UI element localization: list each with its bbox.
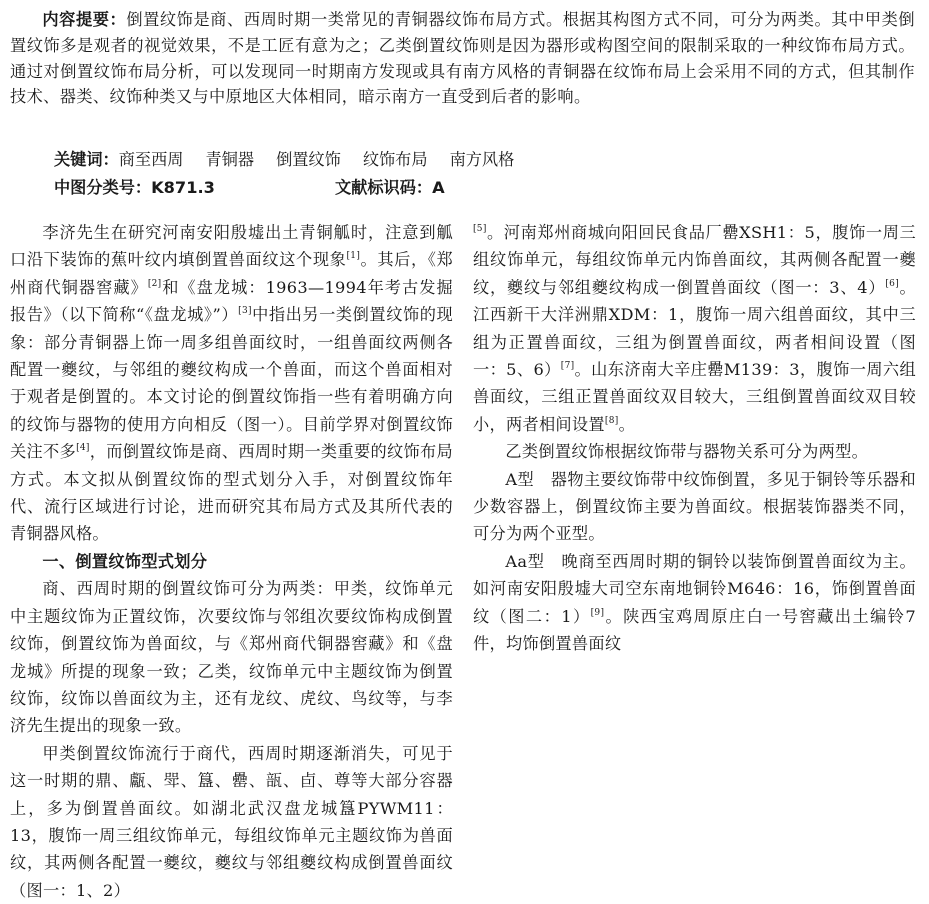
paragraph-4: 乙类倒置纹饰根据纹饰带与器物关系可分为两型。 (505, 442, 869, 462)
doc-value: A (432, 178, 445, 197)
type-aa-label: Aa型 (505, 551, 545, 571)
abstract-label: 内容提要： (42, 10, 127, 29)
doc-label: 文献标识码： (335, 178, 433, 197)
abstract (10, 7, 915, 110)
keyword-4: 纹饰布局 (362, 150, 428, 169)
p3-text-b: 。河南郑州商城向阳回民食品厂罍XSH1：5，腹饰一周三组纹饰单元，每组纹饰单元内饰兽面纹，其两侧各配置一夔纹，夔纹与邻组夔纹构成一倒置兽面纹（图一：3、4） (473, 223, 916, 297)
p1-text-c: 和《盘龙城：1963—1994年考古发掘报告》（以下简称“《盘龙城》”） (10, 277, 453, 325)
column-right (473, 219, 916, 658)
paragraph-3-cont (473, 219, 916, 438)
column-left (10, 219, 453, 904)
clc-value: K871.3 (151, 178, 215, 197)
p1-text-a: 李济先生在研究河南安阳殷墟出土青铜觚时，注意到觚口沿下装饰的蕉叶纹内填倒置兽面纹这个现象 (10, 223, 453, 270)
keyword-5: 南方风格 (449, 150, 515, 169)
doc-code (335, 177, 445, 199)
p3-text-c: 。江西新干大洋洲鼎XDM：1，腹饰一周六组兽面纹，其中三组为正置兽面纹，三组为倒置兽面纹，两者相间设置（图一：5、6） (473, 277, 916, 380)
paragraph-3-start (10, 740, 453, 904)
p3-text-d: 。山东济南大辛庄罍M139：3，腹饰一周六组兽面纹，三组正置兽面纹双目较大，三组倒置兽面纹双目较小，两者相间设置 (473, 360, 916, 434)
p1-text-e: ，而倒置纹饰是商、西周时期一类重要的纹饰布局方式。本文拟从倒置纹饰的型式划分入手，对倒置纹饰年代、流行区域进行讨论，进而研究其布局方式及其所代表的青铜器风格。 (10, 442, 453, 544)
keyword-2: 青铜器 (205, 150, 255, 169)
p6-text-a: 晚商至西周时期的铜铃以装饰倒置兽面纹为主。如河南安阳殷墟大司空东南地铜铃M646：16，饰倒置兽面纹（图二：1） (473, 551, 916, 626)
paragraph-6 (473, 548, 916, 658)
footnote-ref-9[interactable]: [9] (590, 607, 605, 618)
paragraph-5 (473, 466, 916, 548)
footnote-ref-3[interactable]: [3] (238, 306, 252, 317)
p5-text: 器物主要纹饰带中纹饰倒置，多见于铜铃等乐器和少数容器上，倒置纹饰主要为兽面纹。根据装饰器类不同，可分为两个亚型。 (473, 469, 916, 544)
footnote-ref-7[interactable]: [7] (560, 361, 575, 372)
footnote-ref-4[interactable]: [4] (76, 443, 90, 454)
classification-line (54, 177, 445, 199)
keywords-line (54, 149, 536, 171)
paragraph-1 (10, 219, 453, 548)
footnote-ref-6[interactable]: [6] (885, 278, 900, 289)
footnote-ref-8[interactable]: [8] (604, 415, 619, 426)
p6-text-b: 。陕西宝鸡周原庄白一号窖藏出土编铃7件，均饰倒置兽面纹 (473, 606, 916, 654)
paragraph-2: 商、西周时期的倒置纹饰可分为两类：甲类，纹饰单元中主题纹饰为正置纹饰，次要纹饰与邻组次要纹饰构成倒置纹饰，倒置纹饰为兽面纹，与《郑州商代铜器窖藏》和《盘龙城》所提的现象一致；乙类，纹饰单元中主题纹饰为倒置纹饰，纹饰以兽面纹为主，还有龙纹、虎纹、鸟纹等，与李济先生提出的现象一致。 (10, 579, 453, 736)
p3-text-e: 。 (618, 414, 636, 434)
p1-text-d: 中指出另一类倒置纹饰的现象：部分青铜器上饰一周多组兽面纹时，一组兽面纹两侧各配置一夔纹，与邻组的夔纹构成一个兽面，而这个兽面相对于观者是倒置的。本文讨论的倒置纹饰指一些有着明确方向的纹饰与器物的使用方向相反（图一）。目前学界对倒置纹饰关注不多 (10, 305, 453, 462)
footnote-ref-5[interactable]: [5] (473, 224, 487, 234)
footnote-ref-2[interactable]: [2] (147, 278, 162, 289)
p1-text-b: 。其后，《郑州商代铜器窖藏》 (10, 250, 454, 297)
keyword-1: 商至西周 (118, 150, 184, 169)
p3-text-a: 甲类倒置纹饰流行于商代，西周时期逐渐消失，可见于这一时期的鼎、甗、斝、簋、罍、瓿、卣、尊等大部分容器上，多为倒置兽面纹。如湖北武汉盘龙城簋PYWM11：13，腹饰一周三组纹饰单元，每组纹饰单元主题纹饰为兽面纹，其两侧各配置一夔纹，夔纹与邻组夔纹构成倒置兽面纹（图一：1、2） (10, 743, 453, 900)
keyword-3: 倒置纹饰 (276, 150, 341, 169)
type-a-label: A型 (505, 469, 535, 489)
clc-label: 中图分类号： (54, 178, 152, 197)
abstract-text: 倒置纹饰是商、西周时期一类常见的青铜器纹饰布局方式。根据其构图方式不同，可分为两类。其中甲类倒置纹饰多是观者的视觉效果，不是工匠有意为之；乙类倒置纹饰则是因为器形或构图空间的限制采取的一种纹饰布局方式。通过对倒置纹饰布局分析，可以发现同一时期南方发现或具有南方风格的青铜器在纹饰布局上会采用不同的方式，但其制作技术、器类、纹饰种类又与中原地区大体相同，暗示南方一直受到后者的影响。 (10, 10, 916, 107)
section-heading-1: 一、倒置纹饰型式划分 (42, 551, 208, 571)
keywords-label: 关键词： (54, 150, 119, 169)
footnote-ref-1[interactable]: [1] (346, 251, 361, 262)
